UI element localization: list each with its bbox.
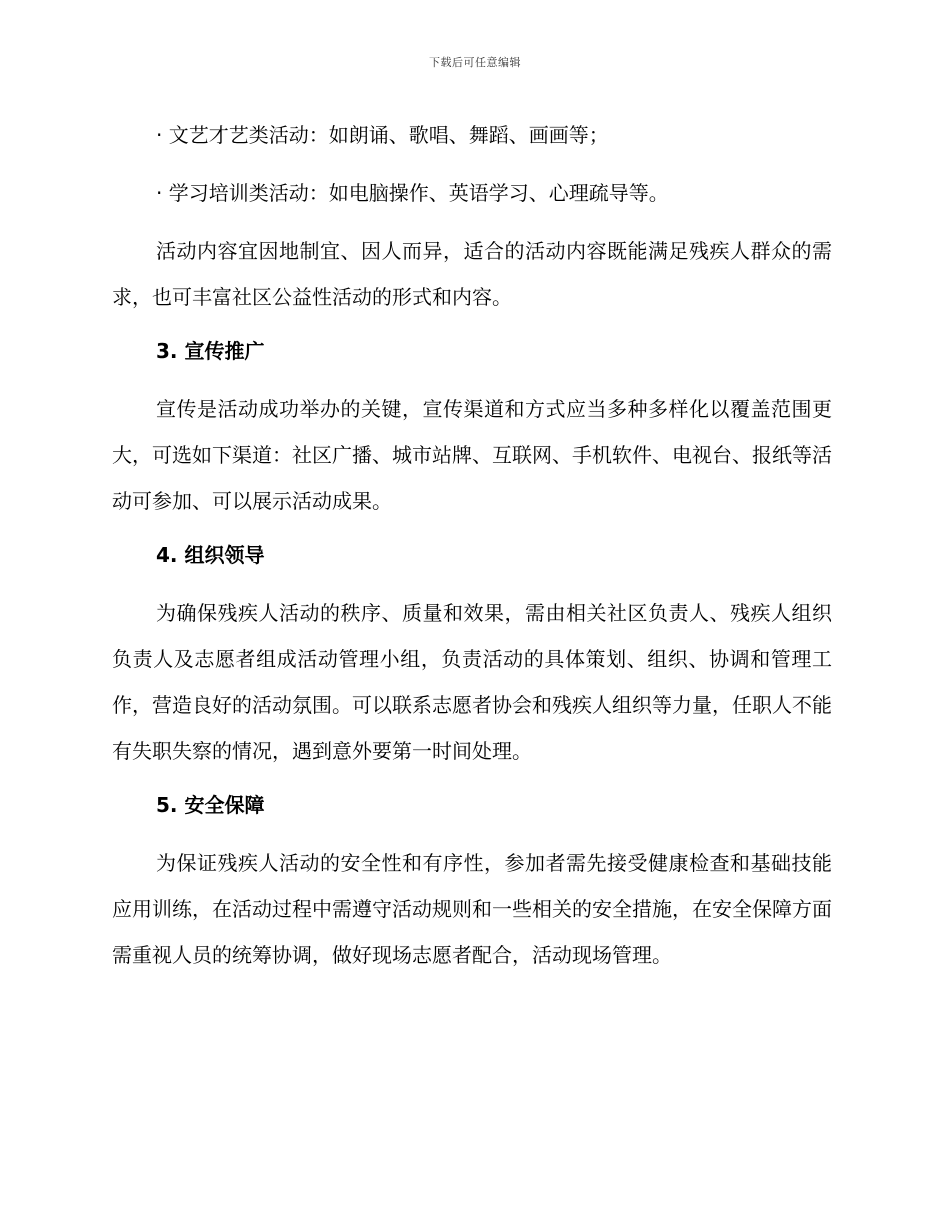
paragraph-organization: 为确保残疾人活动的秩序、质量和效果，需由相关社区负责人、残疾人组织负责人及志愿者组成活动管理小组，负责活动的具体策划、组织、协调和管理工作，营造良好的活动氛围。可以联系志愿者协会和残疾人组织等力量，任职人不能有失职失察的情况，遇到意外要第一时间处理。 [112, 601, 832, 763]
heading-organization: 4. 组织领导 [156, 543, 265, 567]
paragraph-safety: 为保证残疾人活动的安全性和有序性，参加者需先接受健康检查和基础技能应用训练，在活动过程中需遵守活动规则和一些相关的安全措施，在安全保障方面需重视人员的统筹协调，做好现场志愿者配合，活动现场管理。 [112, 851, 832, 967]
heading-safety: 5. 安全保障 [156, 793, 265, 817]
bullet-arts-activities: · 文艺才艺类活动：如朗诵、歌唱、舞蹈、画画等； [156, 123, 609, 147]
heading-promotion: 3. 宣传推广 [156, 339, 265, 363]
paragraph-promotion: 宣传是活动成功举办的关键，宣传渠道和方式应当多种多样化以覆盖范围更大，可选如下渠道：社区广播、城市站牌、互联网、手机软件、电视台、报纸等活动可参加、可以展示活动成果。 [112, 397, 832, 513]
document-body [112, 112, 832, 986]
bullet-learning-activities: · 学习培训类活动：如电脑操作、英语学习、心理疏导等。 [156, 181, 669, 205]
page-header-note: 下载后可任意编辑 [429, 56, 521, 69]
paragraph-activity-content: 活动内容宜因地制宜、因人而异，适合的活动内容既能满足残疾人群众的需求，也可丰富社区公益性活动的形式和内容。 [112, 239, 832, 309]
